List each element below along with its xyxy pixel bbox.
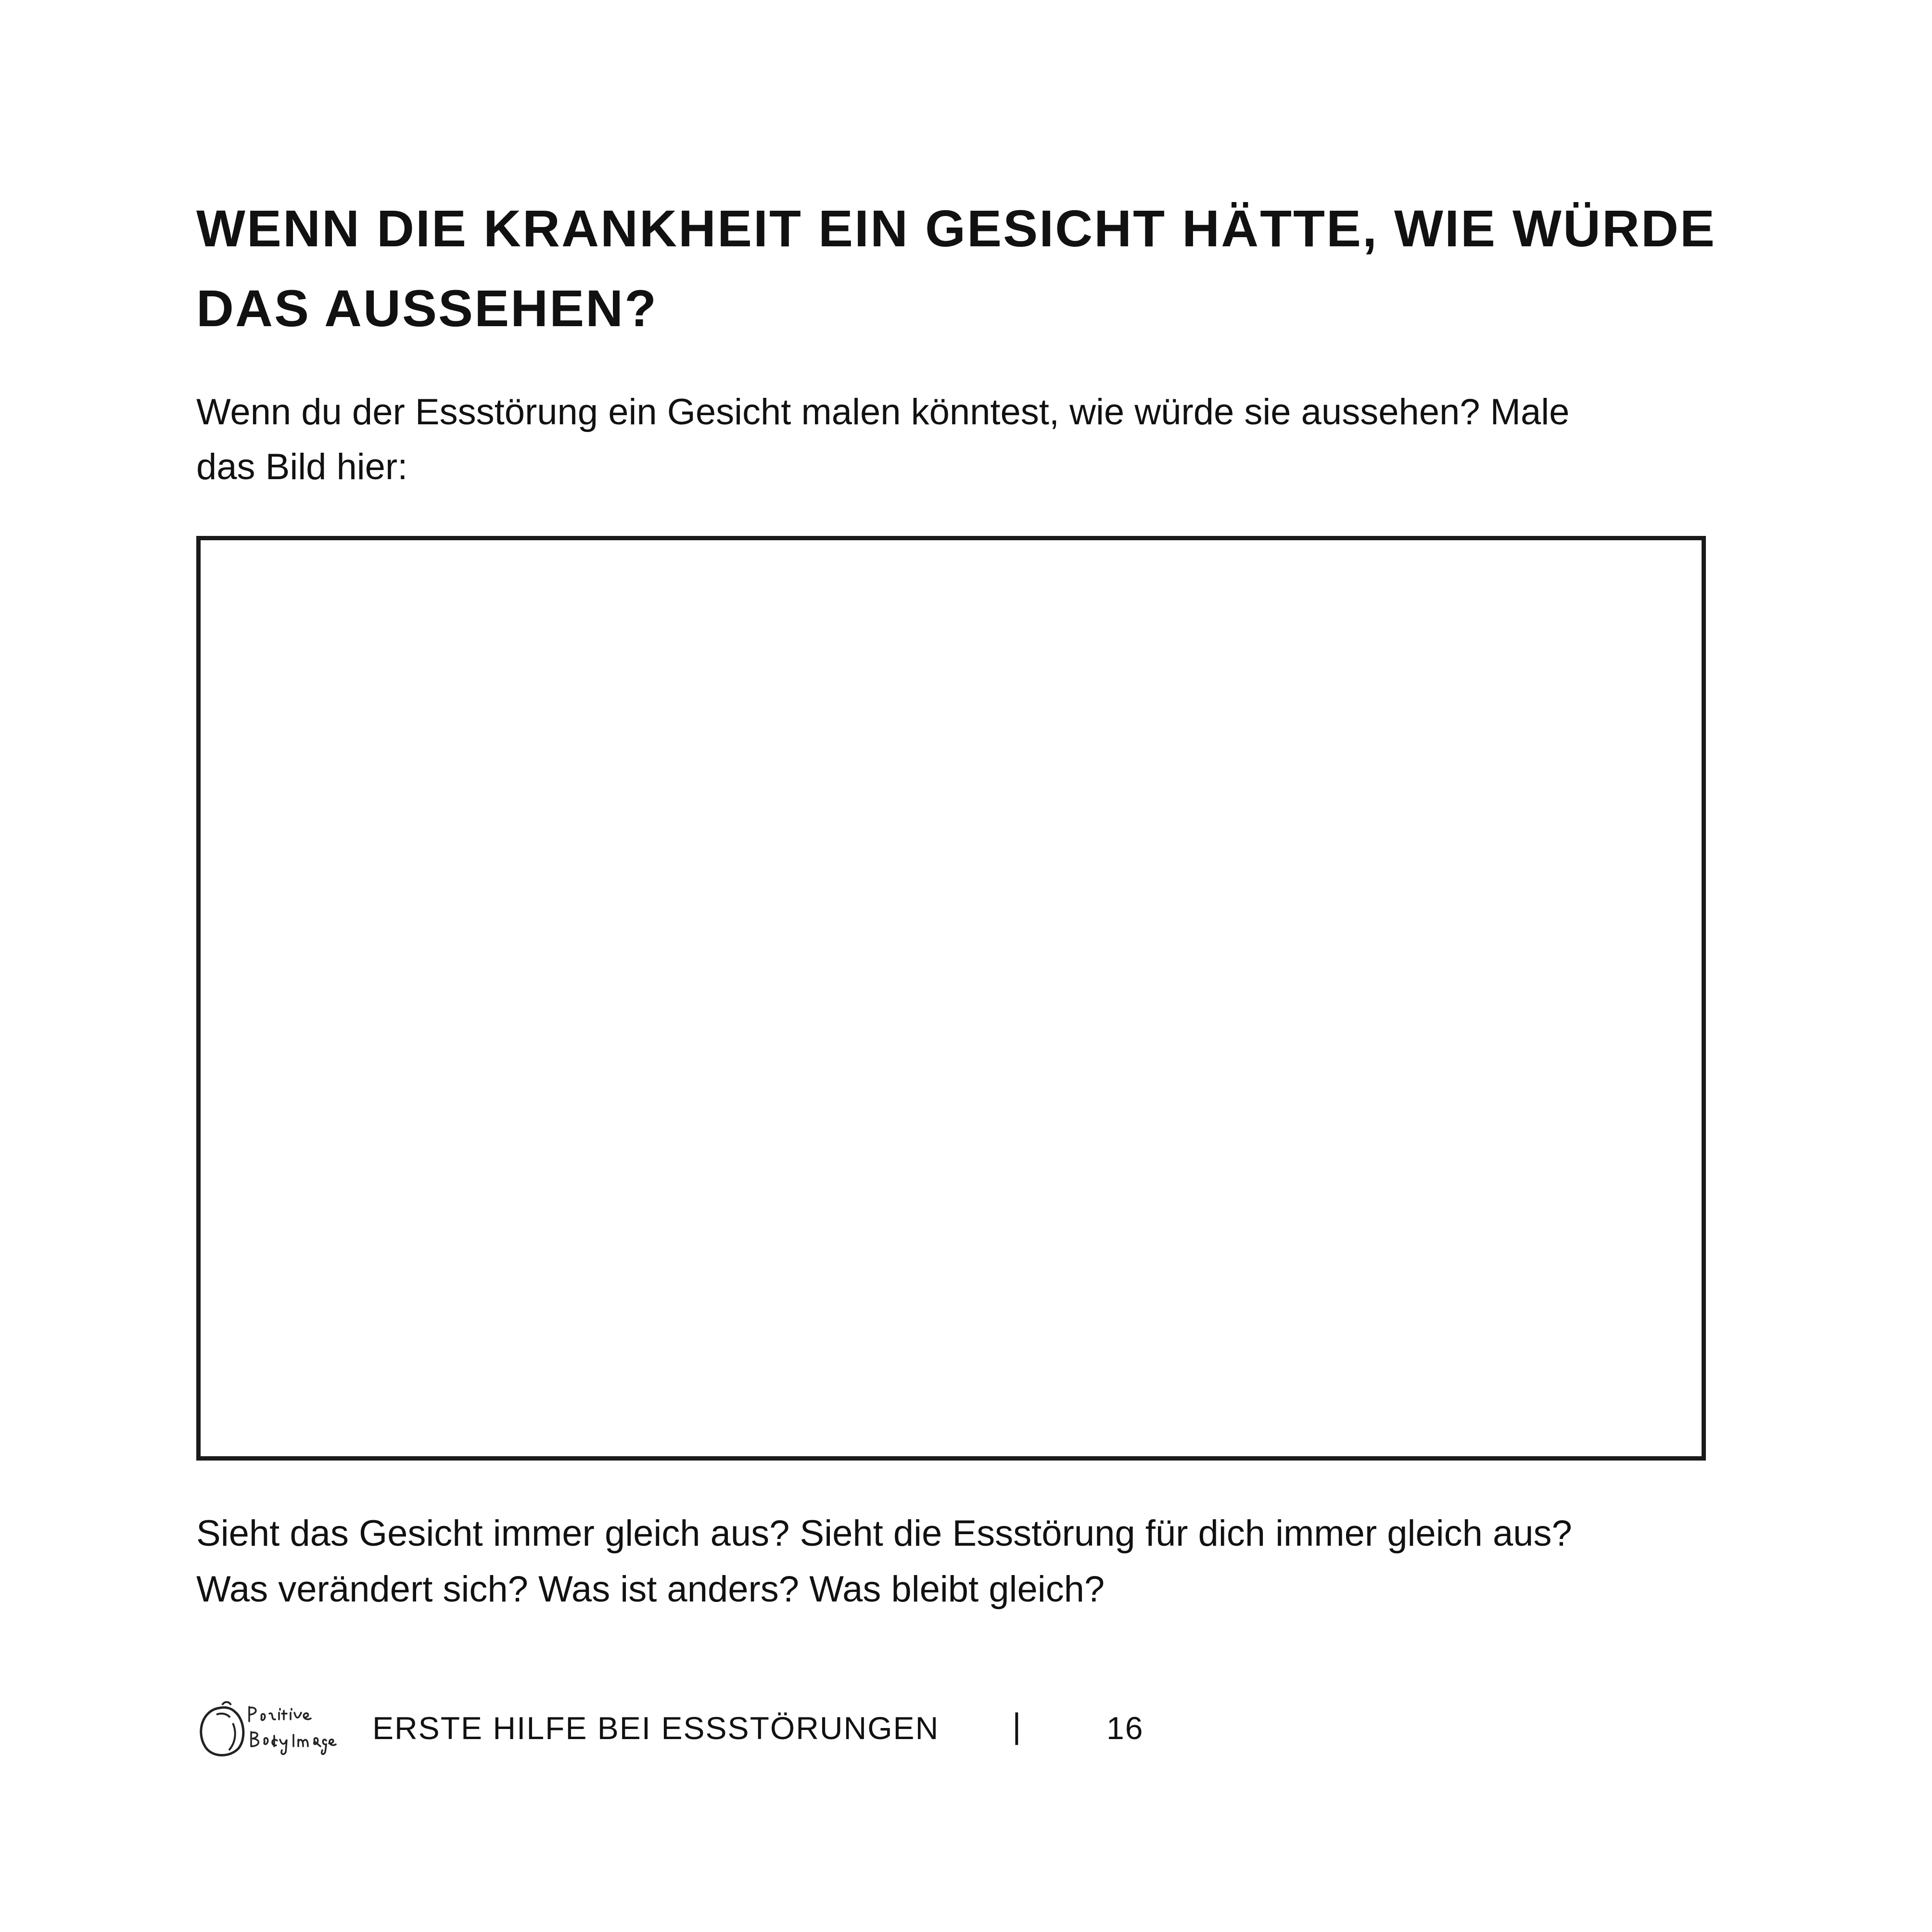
drawing-area[interactable] (196, 536, 1706, 1461)
heading-line-2: DAS AUSSEHEN? (196, 279, 658, 337)
page-heading (196, 189, 1755, 348)
positive-body-image-logo (192, 1698, 346, 1761)
heading-line-1: WENN DIE KRANKHEIT EIN GESICHT HÄTTE, WIE WÜRDE (196, 199, 1716, 257)
footer-title: ERSTE HILFE BEI ESSSTÖRUNGEN (372, 1710, 940, 1746)
footer-separator: | (1012, 1707, 1021, 1745)
intro-line-2: das Bild hier: (196, 446, 408, 487)
outro-line-1: Sieht das Gesicht immer gleich aus? Sieht die Essstörung für dich immer gleich aus? (196, 1513, 1572, 1554)
intro-line-1: Wenn du der Essstörung ein Gesicht malen könntest, wie würde sie aussehen? Male (196, 392, 1570, 432)
outro-paragraph (196, 1506, 1755, 1617)
page-footer (192, 1698, 1251, 1761)
outro-line-2: Was verändert sich? Was ist anders? Was bleibt gleich? (196, 1569, 1105, 1610)
page-number: 16 (1106, 1710, 1144, 1746)
intro-paragraph (196, 385, 1755, 495)
